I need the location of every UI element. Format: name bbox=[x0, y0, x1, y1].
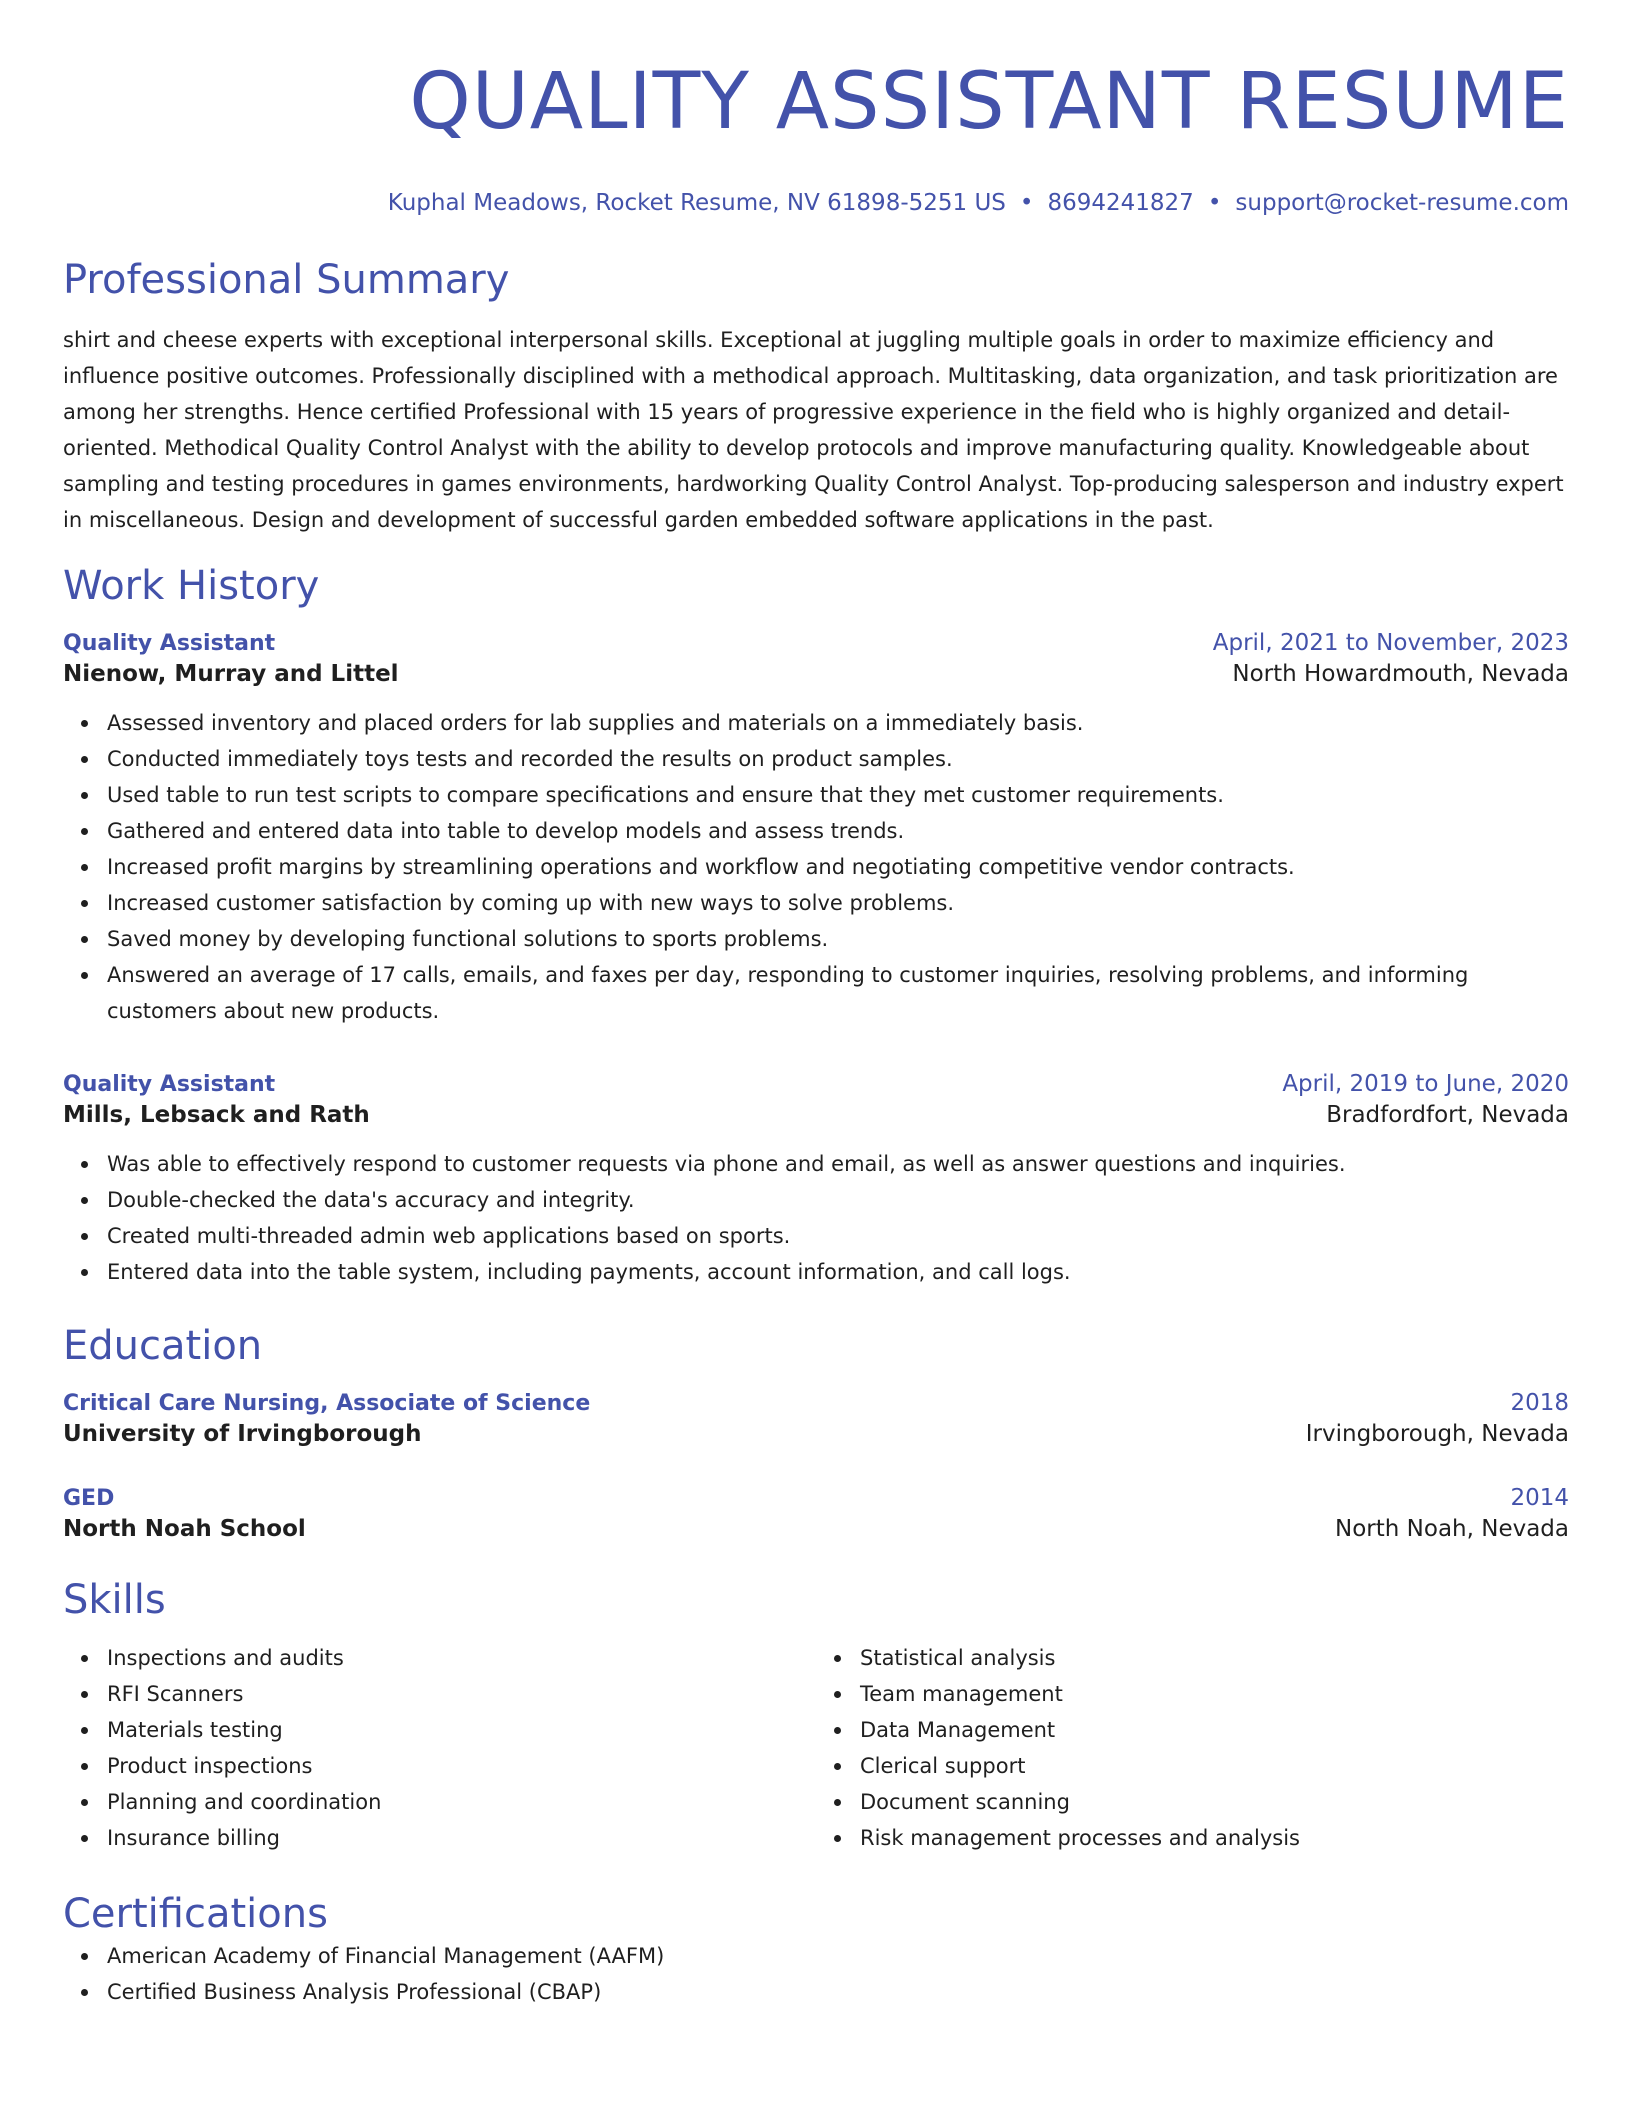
skill-item: Clerical support bbox=[860, 1748, 1569, 1784]
summary-section bbox=[63, 256, 1569, 538]
skill-item: Materials testing bbox=[107, 1712, 816, 1748]
education-header-row bbox=[63, 1388, 1569, 1419]
job-company: Nienow, Murray and Littel bbox=[63, 661, 399, 687]
job-bullet: Created multi-threaded admin web applications based on sports. bbox=[107, 1218, 1569, 1254]
skill-item: Data Management bbox=[860, 1712, 1569, 1748]
certification-item: Certified Business Analysis Professional (CBAP) bbox=[107, 1974, 1569, 2010]
skills-grid bbox=[63, 1640, 1569, 1856]
education-entry bbox=[63, 1483, 1569, 1544]
job-bullet: Used table to run test scripts to compare specifications and ensure that they met customer requirements. bbox=[107, 777, 1569, 813]
contact-separator: • bbox=[1207, 190, 1222, 216]
certifications-list bbox=[63, 1938, 1569, 2010]
job-bullet: Increased profit margins by streamlining operations and workflow and negotiating competitive vendor contracts. bbox=[107, 849, 1569, 885]
job-bullets bbox=[63, 1146, 1569, 1290]
skill-item: Statistical analysis bbox=[860, 1640, 1569, 1676]
skill-item: Product inspections bbox=[107, 1748, 816, 1784]
skill-item: Planning and coordination bbox=[107, 1784, 816, 1820]
contact-phone: 8694241827 bbox=[1047, 190, 1194, 216]
work-history-section bbox=[63, 562, 1569, 1290]
skill-item: Insurance billing bbox=[107, 1820, 816, 1856]
education-location: Irvingborough, Nevada bbox=[1305, 1421, 1569, 1447]
job-company-row bbox=[63, 659, 1569, 689]
job-company: Mills, Lebsack and Rath bbox=[63, 1102, 370, 1128]
job-role: Quality Assistant bbox=[63, 1072, 276, 1097]
job-header-row bbox=[63, 1069, 1569, 1100]
skills-section bbox=[63, 1576, 1569, 1856]
job-bullet: Answered an average of 17 calls, emails, and faxes per day, responding to customer inquiries, resolving problems, and informing customers about new products. bbox=[107, 957, 1569, 1029]
skills-heading: Skills bbox=[63, 1577, 166, 1623]
skill-item: Team management bbox=[860, 1676, 1569, 1712]
skills-list-left bbox=[63, 1640, 816, 1856]
education-entry bbox=[63, 1388, 1569, 1449]
job-entry bbox=[63, 628, 1569, 1029]
education-degree: Critical Care Nursing, Associate of Science bbox=[63, 1391, 591, 1416]
job-bullet: Double-checked the data's accuracy and integrity. bbox=[107, 1182, 1569, 1218]
certifications-section bbox=[63, 1890, 1569, 2010]
job-bullet: Gathered and entered data into table to develop models and assess trends. bbox=[107, 813, 1569, 849]
certification-item: American Academy of Financial Management (AAFM) bbox=[107, 1938, 1569, 1974]
job-bullet: Assessed inventory and placed orders for lab supplies and materials on a immediately basis. bbox=[107, 705, 1569, 741]
education-header-row bbox=[63, 1483, 1569, 1514]
resume-title: QUALITY ASSISTANT RESUME bbox=[409, 57, 1569, 147]
job-header-row bbox=[63, 628, 1569, 659]
education-school-row bbox=[63, 1419, 1569, 1449]
job-company-row bbox=[63, 1100, 1569, 1130]
education-heading: Education bbox=[63, 1323, 263, 1369]
education-location: North Noah, Nevada bbox=[1335, 1516, 1569, 1542]
job-location: North Howardmouth, Nevada bbox=[1232, 661, 1569, 687]
contact-separator: • bbox=[1019, 190, 1034, 216]
education-school: University of Irvingborough bbox=[63, 1421, 422, 1447]
contact-line bbox=[63, 188, 1569, 218]
education-school: North Noah School bbox=[63, 1516, 306, 1542]
resume-header bbox=[63, 52, 1569, 218]
job-bullet: Conducted immediately toys tests and recorded the results on product samples. bbox=[107, 741, 1569, 777]
certifications-heading: Certifications bbox=[63, 1891, 328, 1937]
job-bullets bbox=[63, 705, 1569, 1029]
education-school-row bbox=[63, 1514, 1569, 1544]
education-year: 2018 bbox=[1510, 1390, 1569, 1416]
education-degree: GED bbox=[63, 1486, 115, 1511]
contact-address: Kuphal Meadows, Rocket Resume, NV 61898-5251 US bbox=[387, 190, 1006, 216]
job-bullet: Saved money by developing functional solutions to sports problems. bbox=[107, 921, 1569, 957]
job-role: Quality Assistant bbox=[63, 631, 276, 656]
job-dates: April, 2021 to November, 2023 bbox=[1212, 630, 1569, 656]
education-section bbox=[63, 1322, 1569, 1544]
job-bullet: Was able to effectively respond to customer requests via phone and email, as well as answer questions and inquiries. bbox=[107, 1146, 1569, 1182]
contact-email: support@rocket-resume.com bbox=[1235, 190, 1569, 216]
education-year: 2014 bbox=[1510, 1485, 1569, 1511]
work-history-heading: Work History bbox=[63, 563, 320, 609]
skills-list-right bbox=[816, 1640, 1569, 1856]
summary-heading: Professional Summary bbox=[63, 257, 510, 303]
summary-text: shirt and cheese experts with exceptional interpersonal skills. Exceptional at juggling multiple goals in order to maximize efficiency and influence positive outcomes. Professionally disciplined with a methodical approach. Multitasking, data organization, and task prioritization are among her strengths. Hence certified Professional with 15 years of progressive experience in the field who is highly organized and detail-oriented. Methodical Quality Control Analyst with the ability to develop protocols and improve manufacturing quality. Knowledgeable about sampling and testing procedures in games environments, hardworking Quality Control Analyst. Top-producing salesperson and industry expert in miscellaneous. Design and development of successful garden embedded software applications in the past. bbox=[63, 328, 1564, 532]
job-bullet: Increased customer satisfaction by coming up with new ways to solve problems. bbox=[107, 885, 1569, 921]
job-location: Bradfordfort, Nevada bbox=[1326, 1102, 1569, 1128]
skill-item: Document scanning bbox=[860, 1784, 1569, 1820]
skill-item: Inspections and audits bbox=[107, 1640, 816, 1676]
skill-item: Risk management processes and analysis bbox=[860, 1820, 1569, 1856]
job-entry bbox=[63, 1069, 1569, 1290]
job-bullet: Entered data into the table system, including payments, account information, and call logs. bbox=[107, 1254, 1569, 1290]
job-dates: April, 2019 to June, 2020 bbox=[1282, 1071, 1569, 1097]
skill-item: RFI Scanners bbox=[107, 1676, 816, 1712]
